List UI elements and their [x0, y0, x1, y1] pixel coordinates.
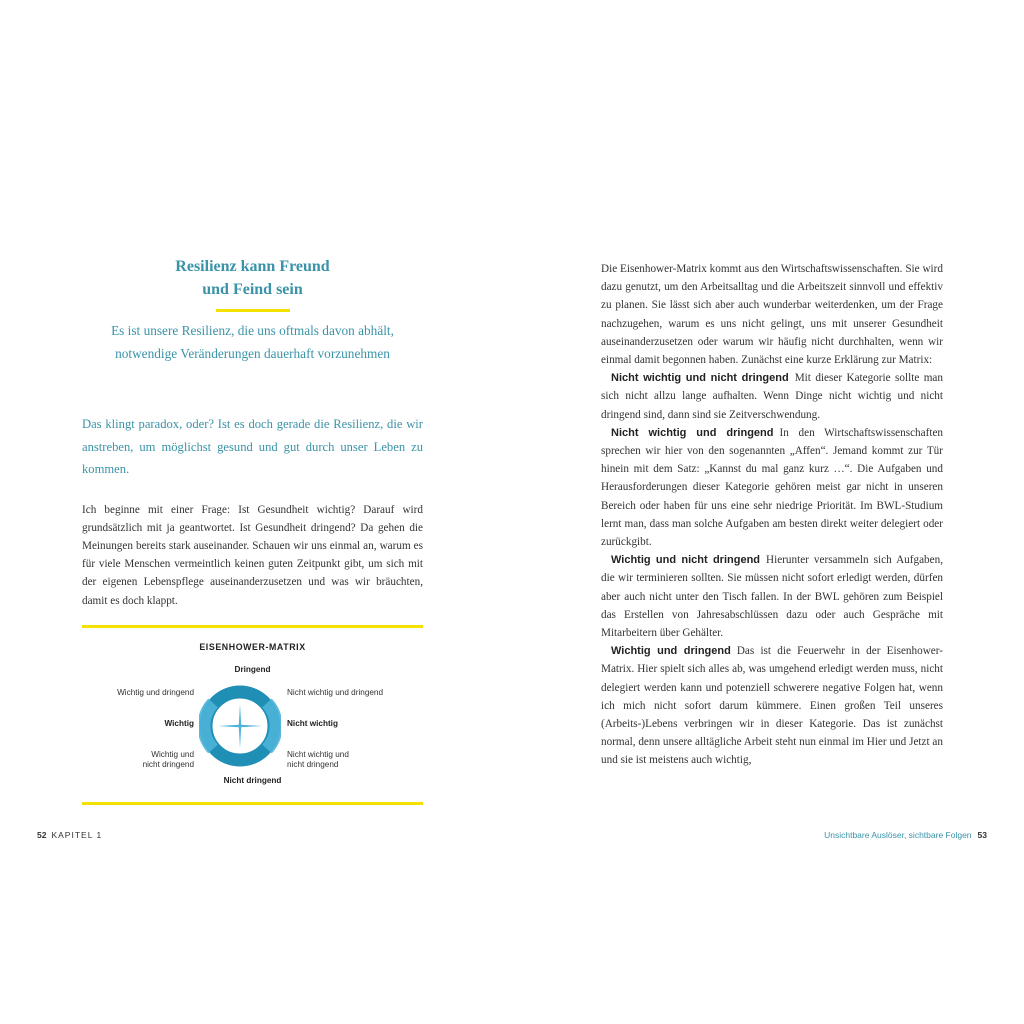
section-title: Wichtig und nicht dringend [611, 554, 761, 567]
label-right: Nicht wichtig [287, 719, 338, 728]
label-top-left: Wichtig und dringend [117, 688, 194, 697]
section-text: Mit dieser Kategorie sollte man sich nicht allzu lange aufhalten. Wenn Dinge nicht wichtig und nicht dringend sind, dann sind sie Zeitverschwendung. [601, 372, 943, 421]
label-top: Dringend [234, 665, 271, 674]
label-bottom-left-line-1: Wichtig und [151, 750, 194, 759]
section-text: In den Wirtschaftswissenschaften sprechen wir hier von den sogenannten „Affen“. Jemand kommt zur Tür hinein mit dem Satz: „Kannst du mal ganz kurz …“. Die Aufgaben und Herausforderungen dieser Kategorie gehören meist gar nicht in unseren Bereich oder haben für uns eine sehr niedrige Priorität. Im BWL-Studium lernt man, dass man solche Aufgaben am besten direkt weiter delegiert oder zurückgibt. [601, 426, 943, 549]
label-bottom-right [287, 750, 407, 770]
label-left: Wichtig [164, 719, 194, 728]
footer-right [824, 830, 987, 840]
section-text: Hierunter versammeln sich Aufgaben, die wir terminieren sollten. Sie müssen nicht sofort erledigt werden, dürfen aber auch nicht unter den Tisch fallen. In der BWL gehören zum Beispiel das Erstellen von Jahresabschlüssen dazu oder auch Gespräche mit Mitarbeitern über Gehälter. [601, 554, 943, 640]
label-top-right: Nicht wichtig und dringend [287, 688, 384, 697]
section-nicht-wichtig-dringend [601, 424, 943, 551]
heading-line-2: und Feind sein [202, 281, 303, 298]
figure-title: EISENHOWER-MATRIX [199, 642, 306, 652]
heading-line-1: Resilienz kann Freund [175, 258, 330, 275]
subheading-line-1: Es ist unsere Resilienz, die uns oftmals davon abhält, [111, 323, 394, 338]
running-title: Unsichtbare Auslöser, sichtbare Folgen [824, 830, 972, 840]
label-bottom-left-line-2: nicht dringend [142, 760, 194, 769]
chapter-heading [82, 255, 423, 301]
section-title: Wichtig und dringend [611, 645, 731, 658]
right-intro-paragraph: Die Eisenhower-Matrix kommt aus den Wirtschaftswissenschaften. Sie wird dazu genutzt, um den Arbeitsalltag und die Arbeitszeit sinnvoll und effektiv zu planen. Sie lässt sich aber auch wunderbar weiterdenken, um der Frage nachzugehen, warum es uns nicht gelingt, uns mit unserer Gesundheit auseinanderzusetzen oder warum wir häufig nicht durchhalten, wenn wir einmal damit begonnen haben. Zunächst eine kurze Erklärung zur Matrix: [601, 263, 943, 367]
intro-paragraph: Das klingt paradox, oder? Ist es doch gerade die Resilienz, die wir anstreben, um möglichst gesund und gut durch unser Leben zu kommen. [82, 417, 423, 476]
section-title: Nicht wichtig und nicht dringend [611, 372, 789, 385]
eisenhower-figure [82, 625, 423, 805]
footer-left [37, 830, 102, 840]
page-number-right: 53 [977, 830, 987, 840]
label-bottom-right-line-2: nicht dringend [287, 760, 339, 769]
label-bottom-left [82, 750, 194, 770]
matrix-ring-graphic [199, 685, 281, 767]
page-number-left: 52 [37, 830, 47, 840]
heading-rule [216, 309, 290, 312]
section-nicht-wichtig-nicht-dringend [601, 369, 943, 424]
left-page-content [82, 255, 423, 621]
subheading [82, 319, 423, 365]
chapter-label: KAPITEL 1 [51, 830, 103, 840]
section-wichtig-dringend [601, 642, 943, 769]
section-text: Das ist die Feuerwehr in der Eisenhower-Matrix. Hier spielt sich alles ab, was umgehend erledigt werden muss, nicht delegiert werden kann und potenziell schwerere negative Folgen hat, wenn ich mich nicht sofort darum kümmere. Einen großen Teil unseres (Arbeits-)Lebens verbringen wir in dieser Kategorie. Das ist zunächst normal, denn unsere alltägliche Arbeit steht nun einmal im Hier und Jetzt an und sie ist meistens auch wichtig, [601, 645, 943, 767]
right-page-content [601, 260, 943, 770]
section-wichtig-nicht-dringend [601, 551, 943, 642]
label-bottom-right-line-1: Nicht wichtig und [287, 750, 349, 759]
section-title: Nicht wichtig und dringend [611, 426, 774, 439]
subheading-line-2: notwendige Veränderungen dauerhaft vorzunehmen [115, 346, 390, 361]
body-paragraph: Ich beginne mit einer Frage: Ist Gesundheit wichtig? Darauf wird grundsätzlich mit ja geantwortet. Ist Gesundheit dringend? Da gehen die Meinungen bereits stark auseinander. Schauen wir uns einmal an, warum es für viele Menschen vermeintlich keinen guten Zeitpunkt gibt, um sich mit der eigenen Lebenspflege auseinanderzusetzen und was wir bräuchten, damit es doch klappt. [82, 503, 423, 607]
label-bottom: Nicht dringend [223, 776, 282, 785]
